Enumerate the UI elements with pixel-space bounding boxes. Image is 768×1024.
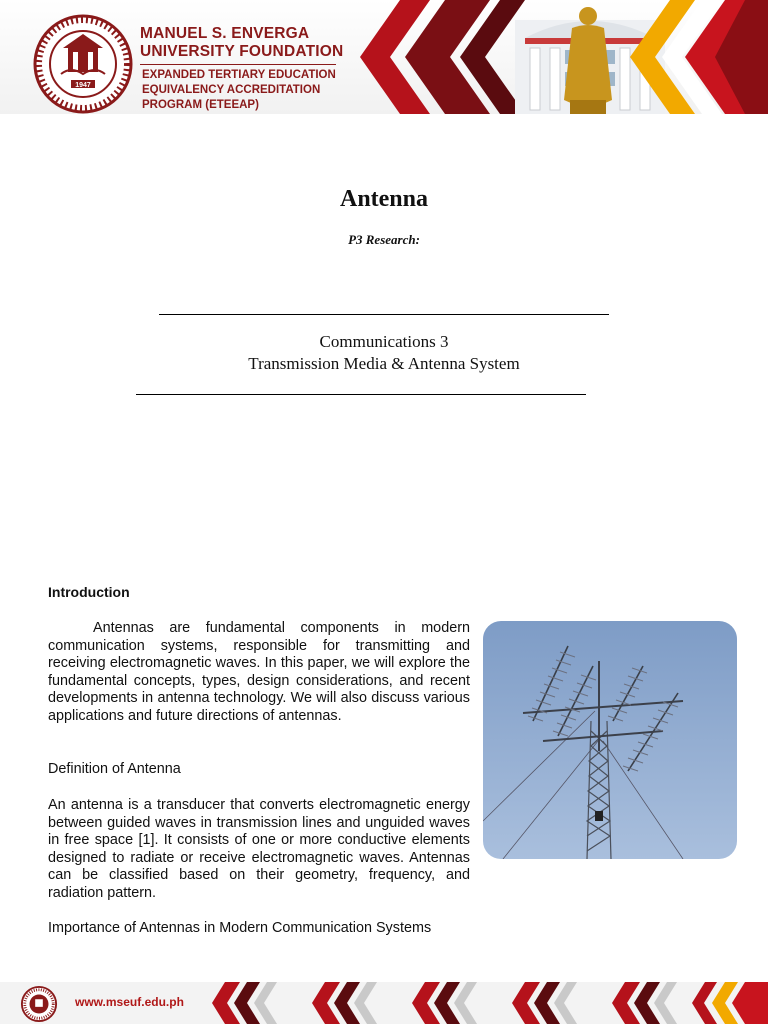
- definition-paragraph: An antenna is a transducer that converts electromagnetic energy between guided waves in transmission lines and unguided waves in free space [1]. It consists of one or more conductive elements designed to radiate or receive electromagnetic waves. Antennas can be classified based on their geometry, frequency, and radiation pattern.: [48, 797, 470, 901]
- title-divider-top: [159, 314, 609, 315]
- importance-subheading: Importance of Antennas in Modern Communication Systems: [48, 920, 432, 936]
- header-divider: [140, 64, 336, 65]
- program-line3: PROGRAM (ETEEAP): [142, 99, 259, 111]
- university-name-line1: MANUEL S. ENVERGA: [140, 25, 310, 42]
- banner-graphic: [350, 0, 768, 114]
- course-line2: Transmission Media & Antenna System: [248, 354, 520, 373]
- header-banner: [0, 0, 768, 114]
- program-line1: EXPANDED TERTIARY EDUCATION: [142, 69, 336, 81]
- document-subtitle: P3 Research:: [348, 232, 420, 247]
- section-heading: Introduction: [48, 584, 130, 600]
- antenna-photo: [483, 621, 737, 859]
- university-name: [140, 25, 343, 61]
- antenna-tower-illustration: [483, 621, 737, 859]
- footer-chevrons: [205, 982, 768, 1024]
- title-divider-bottom: [136, 394, 586, 395]
- footer-seal-icon: [20, 985, 58, 1023]
- university-seal-icon: [33, 14, 133, 114]
- intro-paragraph: Antennas are fundamental components in modern communication systems, responsible for transmitting and receiving electromagnetic waves. In this paper, we will explore the fundamental concepts, types, design considerations, and recent developments in antenna technology. We will also discuss various applications and future directions of antennas.: [48, 620, 470, 724]
- university-name-line2: UNIVERSITY FOUNDATION: [140, 43, 344, 60]
- definition-subheading: Definition of Antenna: [48, 761, 181, 777]
- program-line2: EQUIVALENCY ACCREDITATION: [142, 84, 321, 96]
- program-name: [142, 68, 336, 113]
- website-link[interactable]: www.mseuf.edu.ph: [75, 995, 184, 1009]
- document-title: Antenna: [339, 186, 429, 212]
- seal-year: 1947: [75, 82, 91, 89]
- footer-banner: [0, 982, 768, 1024]
- course-line1: Communications 3: [319, 332, 449, 351]
- course-block: [0, 331, 768, 375]
